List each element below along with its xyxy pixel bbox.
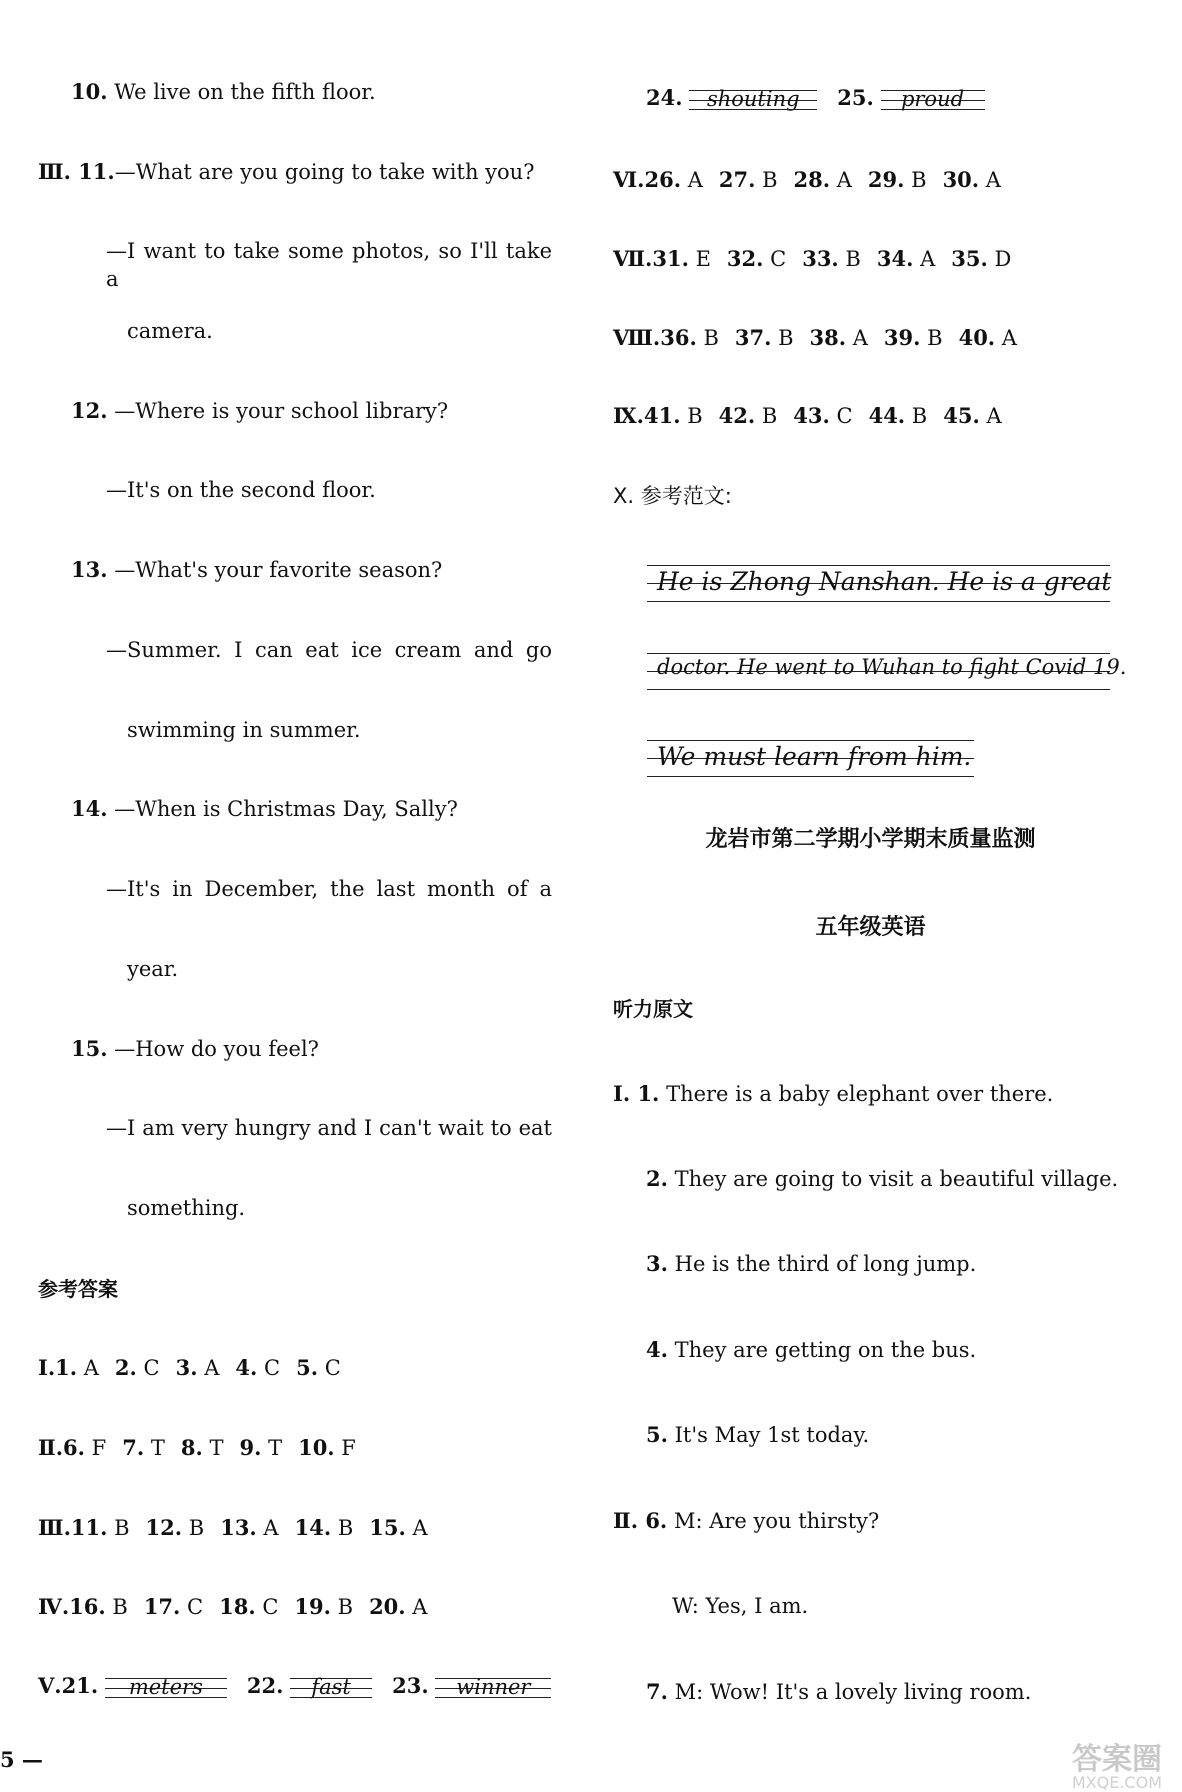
- blank-25: proud: [881, 85, 985, 115]
- item-15-answer-line2: something.: [127, 1196, 246, 1220]
- answer-row-1: [38, 1354, 357, 1382]
- answer-item: 31. E: [652, 246, 711, 271]
- answer-row-9: [613, 402, 1018, 430]
- answer-item: 38. A: [809, 325, 868, 350]
- listening-2: 2. They are going to visit a beautiful village.: [646, 1166, 1119, 1191]
- listening-5: 5. It's May 1st today.: [646, 1422, 870, 1447]
- answer-item: 13. A: [220, 1515, 279, 1540]
- answer-item: 12. B: [145, 1515, 205, 1540]
- answer-item: 10. F: [298, 1435, 356, 1460]
- answer-item: 3. A: [175, 1355, 220, 1380]
- answer-row-2: [38, 1434, 372, 1462]
- answer-item: 19. B: [294, 1594, 354, 1619]
- answer-row-3: [38, 1514, 444, 1542]
- answer-item: 37. B: [734, 325, 794, 350]
- answer-item: 2. C: [114, 1355, 160, 1380]
- answer-item: 35. D: [951, 246, 1012, 271]
- item-13-question: 13. —What's your favorite season?: [71, 557, 443, 582]
- item-14-question: 14. —When is Christmas Day, Sally?: [71, 796, 458, 821]
- item-11-question: Ⅲ. 11.—What are you going to take with you?: [38, 159, 535, 184]
- answer-item: 9. T: [239, 1435, 283, 1460]
- section-numeral: Ⅵ.: [613, 167, 645, 192]
- answer-item: 11. B: [70, 1515, 130, 1540]
- answer-item: 16. B: [69, 1594, 128, 1619]
- answer-item: 41. B: [643, 403, 703, 428]
- listening-heading: 听力原文: [613, 997, 693, 1021]
- answer-item: 14. B: [294, 1515, 354, 1540]
- section-numeral: Ⅰ.: [38, 1355, 56, 1380]
- item-13-answer-line2: swimming in summer.: [127, 718, 361, 742]
- answer-item: 15. A: [369, 1515, 428, 1540]
- essay-label: Ⅹ. 参考范文:: [613, 484, 732, 508]
- page-number: 5 —: [0, 1747, 43, 1772]
- answer-item: 4. C: [235, 1355, 281, 1380]
- answer-item: 30. A: [942, 167, 1001, 192]
- answer-item: 17. C: [143, 1594, 204, 1619]
- listening-6: Ⅱ. 6. M: Are you thirsty?: [613, 1508, 880, 1533]
- listening-7: 7. M: Wow! It's a lovely living room.: [646, 1679, 1032, 1704]
- item-15-answer-line1: —I am very hungry and I can't wait to eat: [106, 1116, 552, 1140]
- answer-item: 20. A: [369, 1594, 428, 1619]
- blank-24: shouting: [689, 85, 817, 115]
- blank-21: meters: [105, 1673, 227, 1703]
- answer-item: 27. B: [718, 167, 778, 192]
- item-13-answer-line1: —Summer. I can eat ice cream and go: [106, 638, 552, 662]
- item-11-answer-line1: —I want to take some photos, so I'll take a: [106, 239, 552, 291]
- exam-subtitle: 五年级英语: [815, 915, 926, 940]
- section-numeral: Ⅸ.: [613, 403, 644, 428]
- answer-item: 40. A: [958, 325, 1017, 350]
- section-numeral: Ⅱ.: [38, 1435, 64, 1460]
- answer-row-5: Ⅴ.21. meters 22. fast 23. winner: [38, 1672, 551, 1703]
- item-12-answer: —It's on the second floor.: [106, 478, 376, 502]
- listening-3: 3. He is the third of long jump.: [646, 1251, 977, 1276]
- item-11-answer-line2: camera.: [127, 319, 213, 343]
- answer-item: 18. C: [219, 1594, 279, 1619]
- answer-item: 34. A: [876, 246, 936, 271]
- answer-item: 36. B: [660, 325, 719, 350]
- answer-item: 28. A: [793, 167, 852, 192]
- answer-item: 1. A: [55, 1355, 99, 1380]
- answer-row-7: [613, 245, 1027, 273]
- answer-row-4: [38, 1593, 443, 1621]
- answer-row-8: [613, 324, 1033, 352]
- section-numeral: Ⅳ.: [38, 1594, 70, 1619]
- item-10: 10. We live on the fifth floor.: [71, 79, 376, 104]
- section-numeral: Ⅲ.: [38, 1515, 71, 1540]
- answer-item: 6. F: [63, 1435, 107, 1460]
- watermark-url: MXQE.COM: [1071, 1773, 1162, 1792]
- answer-item: 33. B: [802, 246, 861, 271]
- answer-item: 8. T: [180, 1435, 224, 1460]
- answer-item: 39. B: [883, 325, 943, 350]
- answer-item: 44. B: [868, 403, 928, 428]
- answer-item: 7. T: [122, 1435, 165, 1460]
- answer-item: 43. C: [793, 403, 853, 428]
- essay-line-1: He is Zhong Nanshan. He is a great: [647, 563, 1110, 603]
- answer-row-24-25: 24. shouting 25. proud: [646, 84, 985, 115]
- answer-item: 5. C: [296, 1355, 341, 1380]
- item-12-question: 12. —Where is your school library?: [71, 398, 449, 423]
- section-numeral: Ⅷ.: [613, 325, 661, 350]
- answer-item: 29. B: [867, 167, 927, 192]
- exam-title: 龙岩市第二学期小学期末质量监测: [705, 827, 1036, 852]
- listening-4: 4. They are getting on the bus.: [646, 1337, 977, 1362]
- answer-item: 32. C: [726, 246, 787, 271]
- watermark-logo: 答案圈: [1072, 1742, 1162, 1777]
- essay-line-3: We must learn from him.: [647, 738, 974, 778]
- item-14-answer-line2: year.: [127, 957, 179, 981]
- answer-item: 42. B: [718, 403, 778, 428]
- listening-1: Ⅰ. 1. There is a baby elephant over there.: [613, 1081, 1054, 1106]
- answer-item: 45. A: [943, 403, 1002, 428]
- answer-item: 26. A: [644, 167, 703, 192]
- blank-22: fast: [290, 1673, 372, 1703]
- blank-23: winner: [435, 1673, 551, 1703]
- item-14-answer-line1: —It's in December, the last month of a: [106, 877, 552, 901]
- answers-heading: 参考答案: [38, 1277, 118, 1301]
- item-15-question: 15. —How do you feel?: [71, 1036, 319, 1061]
- section-numeral: Ⅶ.: [613, 246, 653, 271]
- answer-row-6: [613, 166, 1017, 194]
- listening-6-reply: W: Yes, I am.: [672, 1594, 809, 1618]
- essay-line-2: doctor. He went to Wuhan to fight Covid 19.: [647, 651, 1110, 691]
